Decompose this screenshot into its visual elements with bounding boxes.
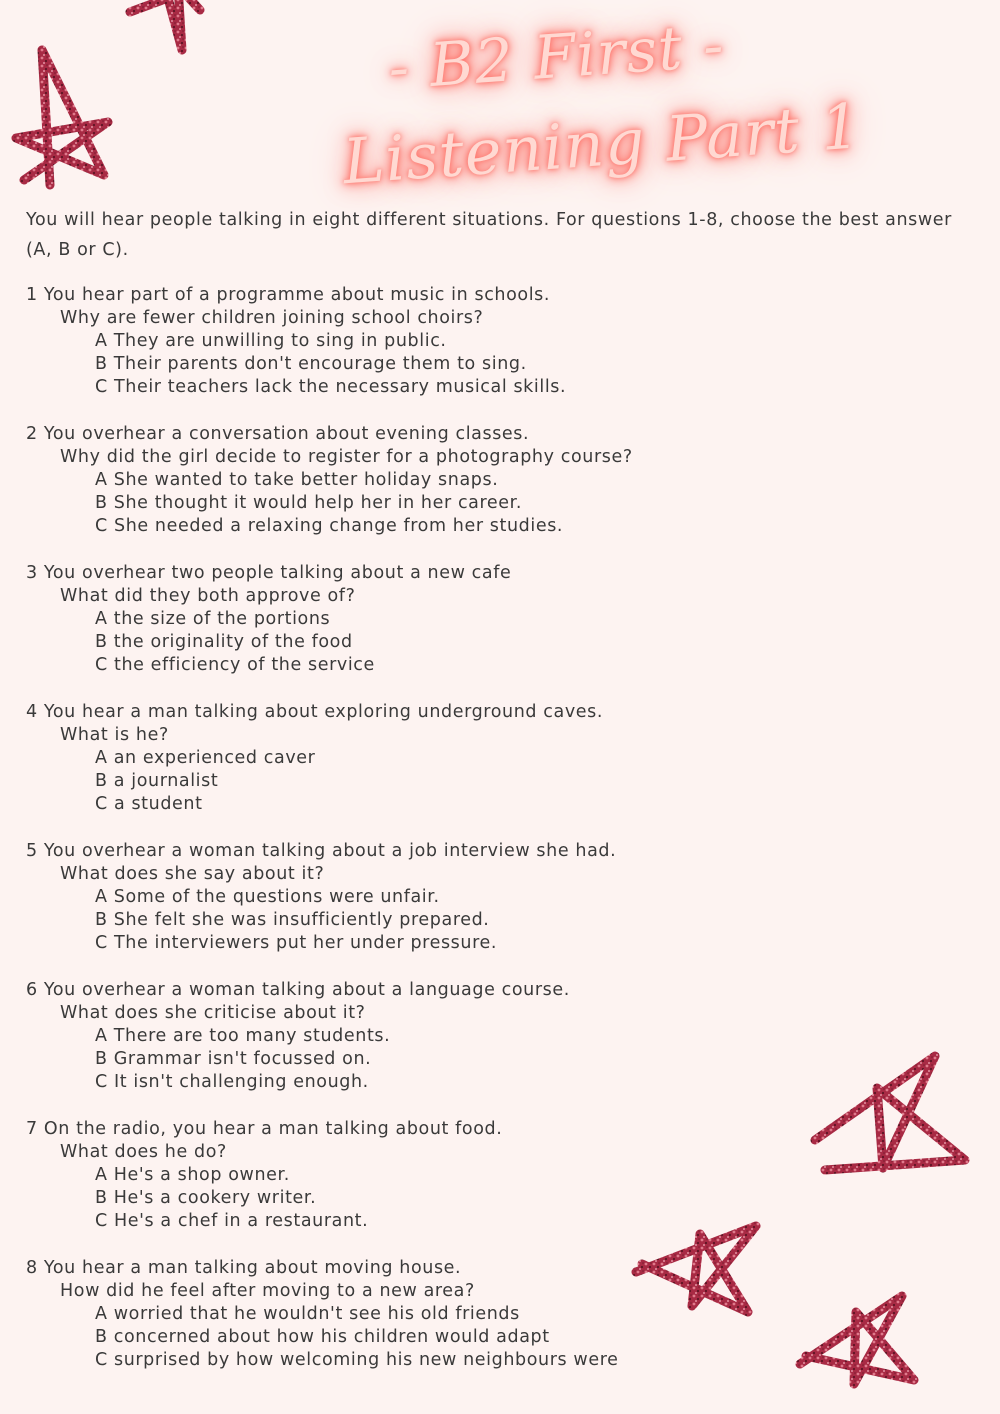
glitter-star-icon [120,0,210,70]
question-context: 2 You overhear a conversation about evening classes. [26,424,530,444]
option-a: A worried that he wouldn't see his old friends [95,1304,520,1324]
option-c: C The interviewers put her under pressure. [95,933,498,953]
question-1 [26,284,786,423]
option-c: C It isn't challenging enough. [95,1072,369,1092]
option-b: B concerned about how his children would adapt [95,1327,550,1347]
question-prompt: What does he do? [60,1142,227,1162]
question-prompt: What is he? [60,725,169,745]
option-b: B Their parents don't encourage them to sing. [95,354,527,374]
question-prompt: What did they both approve of? [60,586,356,606]
option-a: A the size of the portions [95,609,331,629]
option-b: B Grammar isn't focussed on. [95,1049,372,1069]
question-prompt: What does she criticise about it? [60,1003,366,1023]
question-6 [26,979,786,1118]
option-b: B He's a cookery writer. [95,1188,317,1208]
question-5 [26,840,786,979]
question-prompt: How did he feel after moving to a new area? [60,1281,475,1301]
title-line-1: - B2 First - [386,10,727,104]
question-7 [26,1118,786,1257]
question-prompt: Why did the girl decide to register for a photography course? [60,447,633,467]
option-a: A an experienced caver [95,748,316,768]
option-c: C She needed a relaxing change from her studies. [95,516,564,536]
option-a: A There are too many students. [95,1026,391,1046]
glitter-star-icon [8,40,118,195]
option-c: C the efficiency of the service [95,655,375,675]
option-a: A He's a shop owner. [95,1165,290,1185]
option-a: A They are unwilling to sing in public. [95,331,447,351]
option-a: A Some of the questions were unfair. [95,887,440,907]
option-c: C He's a chef in a restaurant. [95,1211,369,1231]
option-c: C a student [95,794,203,814]
option-a: A She wanted to take better holiday snaps. [95,470,499,490]
question-8 [26,1257,786,1396]
question-3 [26,562,786,701]
title-line-2: Listening Part 1 [340,89,864,199]
question-prompt: What does she say about it? [60,864,325,884]
instructions-text: You will hear people talking in eight different situations. For questions 1-8, choose the best answer (A, B or C). [26,210,952,260]
question-context: 3 You overhear two people talking about a new cafe [26,563,512,583]
question-4 [26,701,786,840]
question-context: 6 You overhear a woman talking about a language course. [26,980,570,1000]
question-context: 4 You hear a man talking about exploring underground caves. [26,702,604,722]
question-context: 5 You overhear a woman talking about a job interview she had. [26,841,617,861]
option-b: B a journalist [95,771,219,791]
glitter-star-icon [805,1048,970,1178]
option-b: B the originality of the food [95,632,353,652]
question-prompt: Why are fewer children joining school choirs? [60,308,484,328]
option-b: B She thought it would help her in her career. [95,493,522,513]
question-context: 7 On the radio, you hear a man talking about food. [26,1119,503,1139]
question-context: 8 You hear a man talking about moving house. [26,1258,462,1278]
questions-list [26,284,786,1396]
question-context: 1 You hear part of a programme about music in schools. [26,285,551,305]
option-c: C Their teachers lack the necessary musical skills. [95,377,567,397]
worksheet-title [324,0,864,226]
option-c: C surprised by how welcoming his new neighbours were [95,1350,619,1370]
option-b: B She felt she was insufficiently prepared. [95,910,490,930]
question-2 [26,423,786,562]
glitter-star-icon [792,1284,922,1394]
